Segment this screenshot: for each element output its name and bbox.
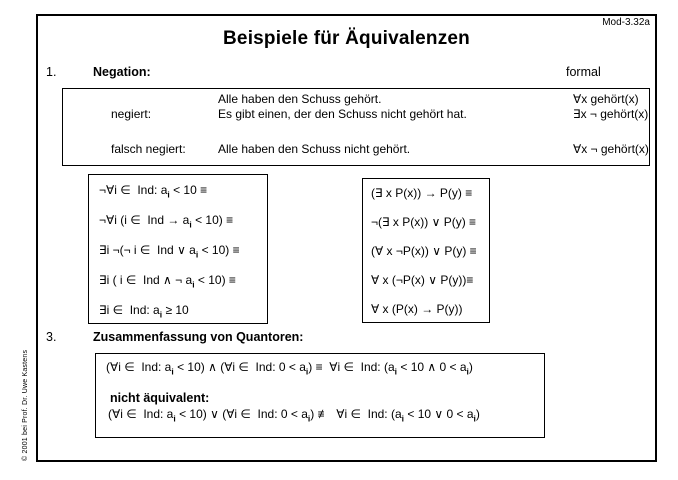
table-row — [111, 107, 649, 122]
section-3-number: 3. — [46, 330, 57, 344]
row-label — [111, 92, 218, 107]
formula-line: ¬(∃ x P(x)) ∨ P(y) ≡ — [371, 215, 477, 229]
formula-line: ∃i ¬(¬ i ∈ Ind ∨ $a_i < 10$) ≡ — [99, 243, 240, 260]
module-code: Mod-3.32a — [602, 17, 650, 28]
section-1-heading: Negation: — [93, 65, 151, 79]
row-label: falsch negiert: — [111, 142, 186, 156]
formula-line: (∀i ∈ Ind: $a_i < 10$) ∨ (∀i ∈ Ind: $0 < a_i$) ≢ ∀i ∈ Ind: ($a_i < 10$ ∨ $0 < a_i$) — [108, 407, 480, 424]
row-formal: ∀x gehört(x) — [573, 92, 639, 106]
equivalence-box-right — [362, 178, 490, 323]
formula-line: ∀ x (¬P(x) ∨ P(y))≡ — [371, 273, 474, 287]
table-row — [111, 92, 649, 107]
formula-line: ∀ x (P(x) → P(y)) — [371, 302, 463, 316]
row-formal: ∃x ¬ gehört(x) — [573, 106, 649, 121]
slide-frame — [36, 14, 657, 462]
formula-line: ¬∀i ∈ Ind: $a_i < 10$ ≡ — [99, 183, 208, 200]
formula-line: ¬∀i (i ∈ Ind → $a_i < 10$) ≡ — [99, 213, 234, 230]
formula-line: ∃i ∈ Ind: $a_i \ge 10$ — [99, 303, 189, 320]
copyright-sidebar: © 2001 bei Prof. Dr. Uwe Kastens — [22, 349, 29, 461]
row-text: Alle haben den Schuss gehört. — [218, 92, 382, 106]
negation-example-table — [62, 88, 650, 166]
page-title: Beispiele für Äquivalenzen — [223, 28, 470, 49]
section-3-heading: Zusammenfassung von Quantoren: — [93, 330, 304, 344]
row-label: negiert: — [111, 106, 152, 121]
equivalence-box-left — [88, 174, 268, 324]
formula-line: ∃i ( i ∈ Ind ∧ ¬ $a_i < 10$) ≡ — [99, 273, 236, 290]
formula-line: (∀i ∈ Ind: $a_i < 10$) ∧ (∀i ∈ Ind: $0 < a_i$) ≡ ∀i ∈ Ind: ($a_i < 10$ ∧ $0 < a_i$) — [106, 360, 473, 377]
quantifier-summary-box — [95, 353, 545, 438]
row-formal: ∀x ¬ gehört(x) — [573, 142, 649, 156]
formal-column-label: formal — [566, 65, 601, 79]
row-text: Alle haben den Schuss nicht gehört. — [218, 142, 411, 156]
not-equivalent-label: nicht äquivalent: — [110, 391, 210, 405]
formula-line: (∃ x P(x)) → P(y) ≡ — [371, 186, 473, 200]
table-row — [111, 142, 649, 157]
formula-line: (∀ x ¬P(x)) ∨ P(y) ≡ — [371, 244, 477, 258]
section-1-number: 1. — [46, 65, 57, 79]
row-text: Es gibt einen, der den Schuss nicht gehört hat. — [218, 106, 467, 121]
